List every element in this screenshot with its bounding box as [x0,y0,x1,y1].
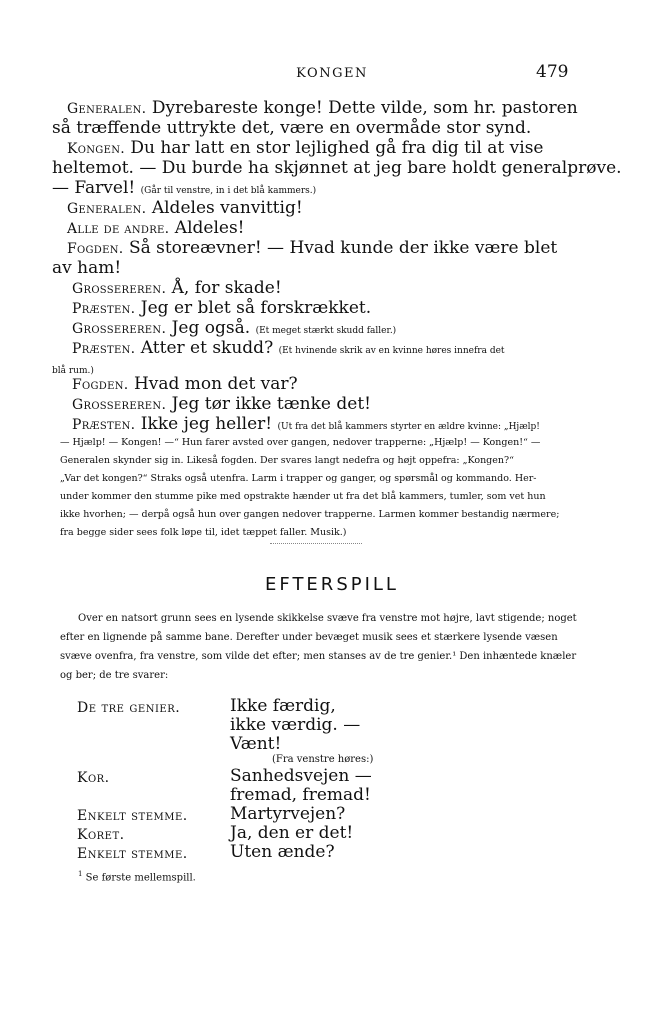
speech-text: Atter et skudd? [140,338,274,358]
speaker-name: Grossereren. [72,281,167,297]
verse-line: Uten ænde? [230,842,335,862]
stage-direction-line: „Var det kongen?“ Straks også utenfra. Larm i trapper og ganger, og spørsmål og kommando. Her- [60,473,537,484]
speech-text: Å, for skade! [171,278,282,298]
stage-direction: (Går til venstre, in i det blå kammers.) [140,186,317,196]
verse-line: Ikke færdig, [230,696,336,716]
verse-line: Ja, den er det! [230,823,354,843]
verse-speaker: De tre genier. [77,700,181,716]
stage-direction-line: — Hjælp! — Kongen! —“ Hun farer avsted over gangen, nedover trapperne: „Hjælp! — Kongen!“ — [60,437,541,448]
verse-line: ikke værdig. — [230,715,361,735]
dialogue-line [52,258,121,278]
dialogue-line [72,374,298,395]
section-heading: EFTERSPILL [265,574,399,595]
speaker-name: Fogden. [72,377,129,393]
verse-speaker: Kor. [77,770,110,786]
footnote-marker: 1 [78,870,83,878]
verse-line: Martyrvejen? [230,804,346,824]
footnote-text: Se første mellemspill. [85,872,196,884]
dialogue-line [72,414,540,437]
stage-direction-line: ikke hvorhen; — derpå også hun over gangen nedover trapperne. Larmen kommer bestandig nærmere; [60,509,560,520]
stage-direction: (Et meget stærkt skudd faller.) [255,326,397,336]
speaker-name: Kongen. [67,141,125,157]
verse-speaker: Koret. [77,827,125,843]
stage-direction: (Ut fra det blå kammers styrter en ældre kvinne: „Hjælp! [277,422,540,432]
speaker-name: Grossereren. [72,321,167,337]
intro-line: og ber; de tre svarer: [60,670,169,681]
speaker-name: Præsten. [72,301,136,317]
verse-line: fremad, fremad! [230,785,371,805]
speaker-name: Præsten. [72,417,136,433]
section-divider [270,543,362,544]
speaker-name: Generalen. [67,101,147,117]
speech-text: så træffende uttrykte det, være en overmåde stor synd. [52,118,532,138]
speech-text: — Farvel! [52,178,136,198]
intro-line: Over en natsort grunn sees en lysende skikkelse svæve fra venstre mot højre, lavt stigende; noget [78,613,577,624]
stage-direction: blå rum.) [52,366,94,376]
speech-text: Jeg også. [171,318,251,338]
speech-text: heltemot. — Du burde ha skjønnet at jeg bare holdt generalprøve. [52,158,622,178]
running-header: KONGEN [296,66,368,81]
verse-speaker: Enkelt stemme. [77,846,188,862]
speech-text: Aldeles! [174,218,245,238]
speech-text: Hvad mon det var? [133,374,298,394]
stage-direction: (Et hvinende skrik av en kvinne høres innefra det [278,346,505,356]
speech-text: Ikke jeg heller! [140,414,273,434]
speaker-name: Alle de andre. [67,221,170,237]
speech-text: Du har latt en stor lejlighed gå fra dig til at vise [130,138,544,158]
stage-direction-line: Generalen skynder sig in. Likeså fogden. Der svares langt nedefra og højt oppefra: „Kongen?“ [60,455,514,466]
speaker-name: Grossereren. [72,397,167,413]
stage-direction-line: fra begge sider sees folk løpe til, idet tæppet faller. Musik.) [60,527,347,538]
page-number: 479 [536,62,569,82]
verse-stage-direction: (Fra venstre høres:) [272,754,374,765]
speech-text: Aldeles vanvittig! [151,198,303,218]
dialogue-line [67,98,578,119]
verse-speaker: Enkelt stemme. [77,808,188,824]
speech-text: Jeg tør ikke tænke det! [171,394,372,414]
dialogue-line [72,394,371,415]
dialogue-line [72,278,282,299]
speaker-name: Fogden. [67,241,124,257]
intro-line: svæve ovenfra, fra venstre, som vilde det efter; men stanses av de tre genier.¹ Den inhæntede knæler [60,651,577,662]
speech-text: av ham! [52,258,122,278]
dialogue-line [67,238,557,259]
stage-direction-line: under kommer den stumme pike med opstrakte hænder ut fra det blå kammers, tumler, som vet hun [60,491,546,502]
dialogue-line [72,298,371,319]
dialogue-line [52,118,531,138]
footnote [78,870,196,883]
dialogue-line [72,338,505,361]
intro-line: efter en lignende på samme bane. Derefter under bevæget musik sees et stærkere lysende væsen [60,632,558,643]
speaker-name: Præsten. [72,341,136,357]
dialogue-line [67,198,303,219]
verse-line: Sanhedsvejen — [230,766,372,786]
dialogue-line [67,138,544,159]
speech-text: Jeg er blet så forskrækket. [140,298,372,318]
dialogue-line [52,158,622,178]
verse-line: Vænt! [230,734,282,754]
speech-text: Så storeævner! — Hvad kunde der ikke være blet [128,238,558,258]
speaker-name: Generalen. [67,201,147,217]
speech-text: Dyrebareste konge! Dette vilde, som hr. pastoren [151,98,578,118]
dialogue-line [67,218,245,239]
